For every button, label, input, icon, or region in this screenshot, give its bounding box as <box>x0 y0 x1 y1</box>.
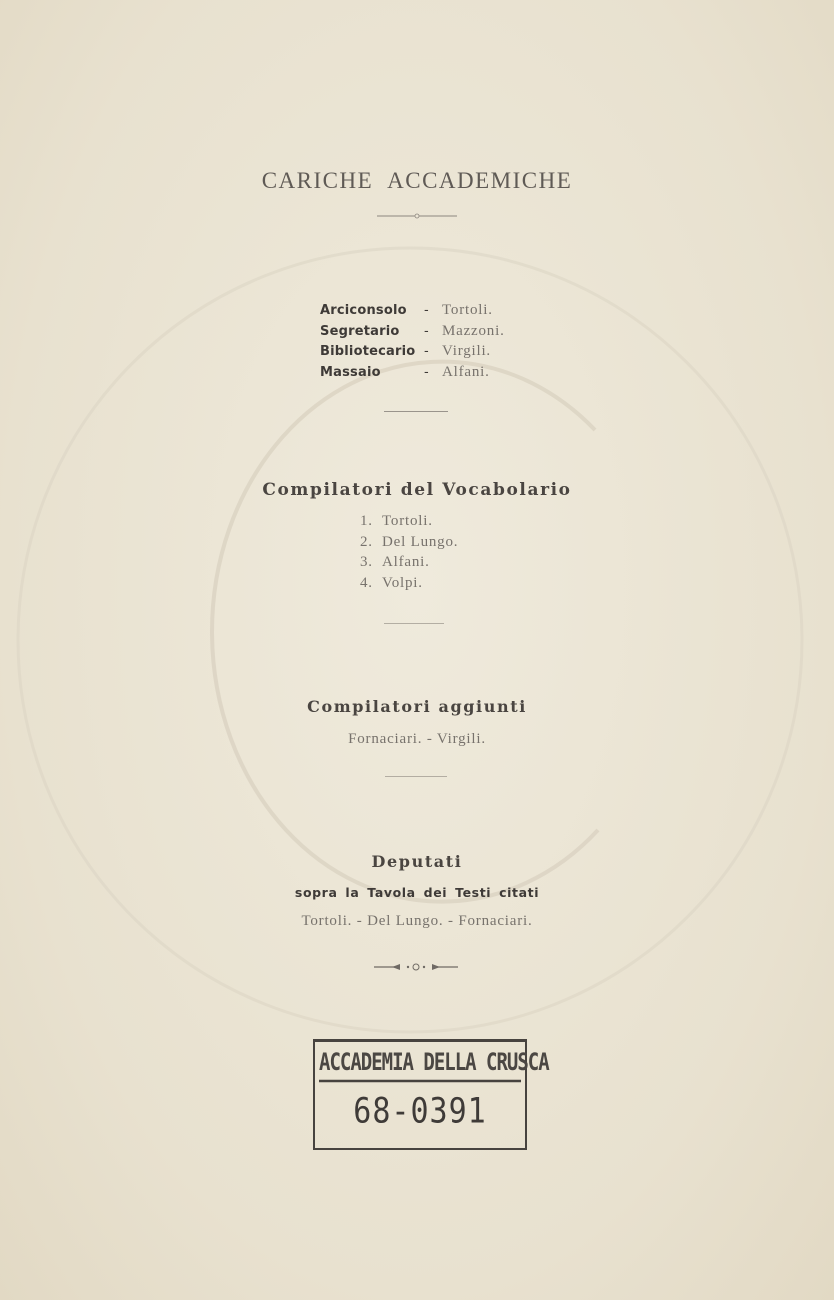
section-divider <box>385 776 447 777</box>
office-role: Arciconsolo <box>320 303 407 318</box>
office-dash: - <box>424 364 429 380</box>
list-item-name: Del Lungo. <box>382 533 459 550</box>
section-divider <box>384 623 444 624</box>
office-dash: - <box>424 323 429 339</box>
stamp-number: 68-0391 <box>353 1091 487 1132</box>
title-ornament <box>375 210 459 222</box>
page-title: CARICHE ACCADEMICHE <box>261 168 573 193</box>
deputati-names: Tortoli. - Del Lungo. - Fornaciari. <box>301 913 533 929</box>
office-name: Virgili. <box>442 343 491 359</box>
compilatori-list <box>360 513 580 595</box>
office-role: Massaio <box>320 364 381 380</box>
office-name: Mazzoni. <box>442 322 505 339</box>
aggiunti-names: Fornaciari. - Virgili. <box>348 731 486 747</box>
deputati-heading: Deputati <box>371 852 463 871</box>
deputati-subtitle: sopra la Tavola dei Testi citati <box>294 885 540 900</box>
closing-ornament <box>370 960 462 974</box>
list-item-number: 4. <box>360 574 373 591</box>
office-row <box>320 302 580 323</box>
office-role: Bibliotecario <box>320 344 416 359</box>
office-name: Tortoli. <box>442 302 493 318</box>
office-name: Alfani. <box>442 363 490 380</box>
list-item <box>360 554 580 575</box>
list-item-name: Tortoli. <box>382 513 433 529</box>
list-item-name: Volpi. <box>382 574 423 591</box>
office-row <box>320 364 580 385</box>
office-dash: - <box>424 344 429 359</box>
list-item <box>360 534 580 555</box>
list-item-number: 1. <box>360 513 373 529</box>
compilatori-heading: Compilatori del Vocabolario <box>262 480 572 500</box>
stamp-header: ACCADEMIA DELLA CRUSCA <box>319 1046 521 1082</box>
list-item-number: 2. <box>360 533 373 550</box>
list-item-number: 3. <box>360 554 373 570</box>
office-role: Segretario <box>320 323 400 339</box>
list-item <box>360 513 580 534</box>
library-stamp <box>313 1039 549 1150</box>
office-dash: - <box>424 303 429 318</box>
list-item-name: Alfani. <box>382 554 430 570</box>
list-item <box>360 575 580 596</box>
aggiunti-heading: Compilatori aggiunti <box>307 697 527 716</box>
office-row <box>320 343 580 364</box>
offices-list <box>320 302 580 384</box>
office-row <box>320 323 580 344</box>
section-divider <box>384 411 448 412</box>
